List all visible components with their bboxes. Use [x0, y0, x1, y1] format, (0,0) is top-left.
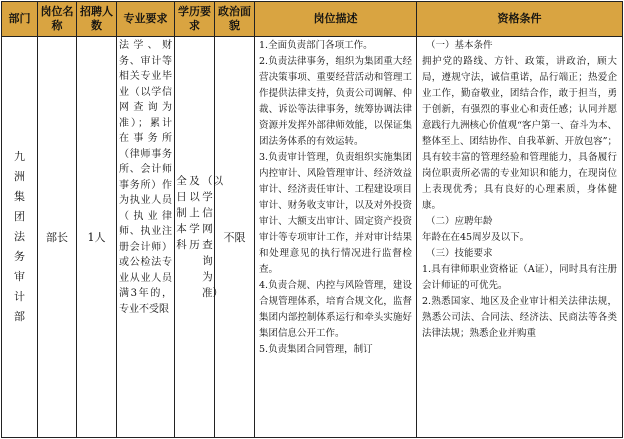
education-line-3: （以学信网查询为准）	[202, 175, 223, 299]
qual-section-skills: （三）技能要求	[426, 248, 493, 259]
cell-count	[77, 37, 117, 438]
header-politics: 政治面貌	[215, 2, 255, 37]
qual-age-text: 年龄在在45周岁及以下。	[422, 232, 530, 243]
cell-description	[255, 37, 417, 438]
description-item: 2.负责法律事务，组织为集团重大经营决策事项、重要经营活动和管理工作提供法律支持，负责公司调解、仲裁、诉讼等法律事务，统筹协调法律资源并发挥外部律师效能，以保证集团法务体系的有效运转。	[259, 56, 412, 147]
count-text: 1人	[87, 231, 106, 244]
cell-education	[175, 37, 223, 438]
header-row	[2, 2, 623, 37]
description-item: 4.负责合规、内控与风险管理，建设合规管理体系，培育合规文化，监督集团内部控制体系运行和牵头实施好集团信息公开工作。	[259, 280, 412, 339]
header-qualification: 资格条件	[417, 2, 623, 37]
education-line-2: 及以上学历	[189, 175, 200, 251]
header-education: 学历要求	[175, 2, 215, 37]
header-dept: 部门	[2, 2, 38, 37]
description-item: 3.负责审计管理，负责组织实施集团内控审计、风险管理审计、经济效益审计、经济责任审计、工程建设项目审计、财务收支审计，以及对外投资审计、大额支出审计、固定资产投资审计等专项审计工作，并对审计结果和处理意见的执行情况进行监督检查。	[259, 152, 412, 275]
major-text: 法学、财务、审计等相关专业毕业（以学信网查询为准）；累计在事务所（律师事务所、会计师事务所）作为执业人员（执业律师、执业注册会计师）或公检法专业从业人员满3年的，专业不受限	[119, 40, 172, 315]
politics-text: 不限	[223, 231, 246, 244]
qualification-list	[417, 37, 622, 437]
header-count: 招聘人数	[77, 2, 117, 37]
description-item: 5.负责集团合同管理，制订	[259, 344, 373, 355]
table-row	[2, 37, 623, 438]
qual-section-age: （二）应聘年龄	[426, 216, 493, 227]
qual-skill-2: 2.熟悉国家、地区及企业审计相关法律法规，熟悉公司法、合同法、经济法、民商法等各类法律法规；熟悉企业并购重	[422, 296, 617, 339]
education-line-1: 全日制本科	[176, 175, 187, 251]
post-text: 部长	[46, 231, 68, 244]
cell-qualification	[417, 37, 623, 438]
header-description: 岗位描述	[255, 2, 417, 37]
dept-text: 九洲集团法务审计部	[14, 150, 25, 323]
qual-basic-text: 拥护党的路线、方针、政策，讲政治，顾大局，遵规守法，诚信重诺，品行端正；热爱企业工作，勤奋敬业，团结合作，敢于担当，勇于创新，有强烈的事业心和责任感；认同并愿意践行九洲核心价值观“客户第一、奋斗为本、整体至上、团结协作、自我革新、开放包容”；具有较丰富的管理经验和管理能力，具备履行岗位职责所必需的专业知识和能力，在现岗位上表现优秀；具有良好的心理素质，身体健康。	[422, 56, 617, 211]
cell-post	[38, 37, 77, 438]
header-post: 岗位名称	[38, 2, 77, 37]
description-list	[255, 37, 416, 437]
qual-section-basic: （一）基本条件	[426, 40, 493, 51]
education-block	[176, 173, 223, 301]
description-item: 1.全面负责部门各项工作。	[259, 40, 373, 51]
qual-skill-1: 1.具有律师职业资格证（A证），同时具有注册会计师证的可优先。	[422, 264, 617, 291]
recruitment-table	[1, 1, 623, 438]
cell-major	[117, 37, 175, 438]
header-major: 专业要求	[117, 2, 175, 37]
cell-dept	[2, 37, 38, 438]
cell-politics	[215, 37, 255, 438]
